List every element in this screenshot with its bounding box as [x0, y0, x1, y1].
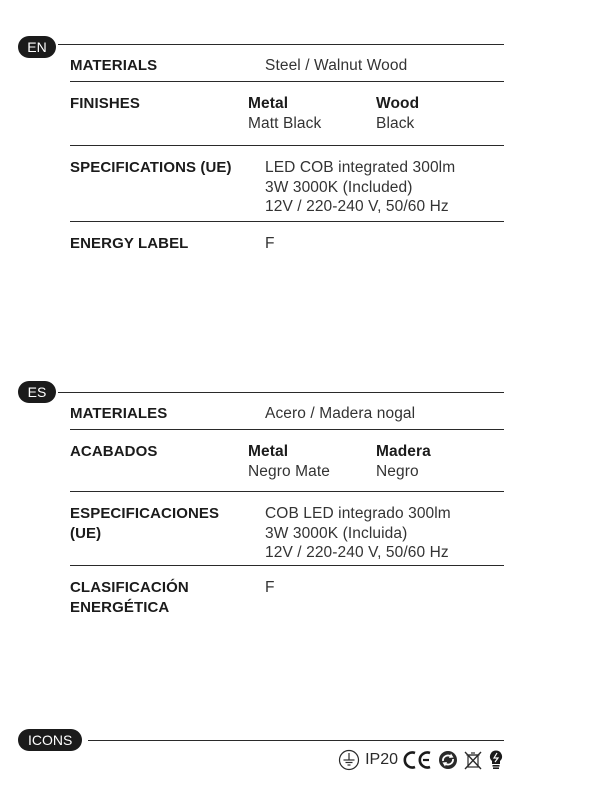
recycle-icon — [438, 750, 458, 770]
row-specifications — [70, 492, 504, 566]
finish-wood — [376, 442, 504, 491]
section-divider — [88, 740, 504, 741]
row-label: FINISHES — [70, 95, 140, 112]
ground-symbol-icon — [338, 749, 360, 771]
row-label: ENERGY LABEL — [70, 235, 189, 252]
spec-table-en — [70, 44, 504, 262]
row-value: F — [265, 579, 275, 596]
finish-heading: Metal — [248, 95, 289, 112]
row-label: SPECIFICATIONS (UE) — [70, 159, 232, 176]
ce-mark-icon — [403, 750, 433, 770]
section-en — [18, 36, 504, 286]
language-tag-es: ES — [18, 381, 56, 403]
bulb-icon — [488, 749, 504, 771]
row-value — [265, 158, 504, 221]
certification-icons — [338, 749, 504, 771]
section-es — [18, 381, 504, 641]
row-finishes — [70, 82, 504, 146]
spec-table-es — [70, 392, 504, 622]
row-label-line: ENERGÉTICA — [70, 599, 170, 616]
finish-columns — [248, 94, 504, 145]
weee-bin-icon — [463, 749, 483, 771]
finish-value: Negro Mate — [248, 462, 330, 480]
spec-line: 3W 3000K (Incluida) — [265, 524, 408, 542]
row-label: MATERIALES — [70, 405, 168, 422]
row-materials — [70, 392, 504, 430]
finish-value: Black — [376, 114, 415, 132]
spec-line: 12V / 220-240 V, 50/60 Hz — [265, 198, 449, 215]
finish-metal — [248, 442, 376, 491]
finish-wood — [376, 94, 504, 145]
row-finishes — [70, 430, 504, 492]
finish-metal — [248, 94, 376, 145]
spec-line: 3W 3000K (Included) — [265, 178, 413, 196]
spec-line: 12V / 220-240 V, 50/60 Hz — [265, 544, 449, 561]
row-value: Acero / Madera nogal — [265, 405, 416, 422]
icons-tag: ICONS — [18, 729, 82, 751]
row-value: F — [265, 235, 275, 252]
row-label-line: ESPECIFICACIONES — [70, 505, 220, 522]
row-specifications — [70, 146, 504, 222]
row-energy-label — [70, 222, 504, 262]
spec-line: LED COB integrated 300lm — [265, 159, 456, 176]
row-label — [70, 504, 265, 565]
row-label-line: (UE) — [70, 525, 102, 542]
row-value — [265, 504, 504, 565]
finish-heading: Wood — [376, 95, 420, 112]
row-label: MATERIALS — [70, 57, 158, 74]
row-energy-label — [70, 566, 504, 622]
finish-value: Matt Black — [248, 114, 322, 132]
row-label — [70, 578, 265, 622]
finish-columns — [248, 442, 504, 491]
row-value: Steel / Walnut Wood — [265, 57, 408, 74]
ip-rating: IP20 — [365, 751, 398, 768]
row-materials — [70, 44, 504, 82]
spec-line: COB LED integrado 300lm — [265, 505, 451, 522]
finish-heading: Madera — [376, 443, 431, 460]
row-label-line: CLASIFICACIÓN — [70, 579, 189, 596]
finish-heading: Metal — [248, 443, 289, 460]
language-tag-en: EN — [18, 36, 56, 58]
row-label: ACABADOS — [70, 443, 158, 460]
finish-value: Negro — [376, 462, 419, 480]
